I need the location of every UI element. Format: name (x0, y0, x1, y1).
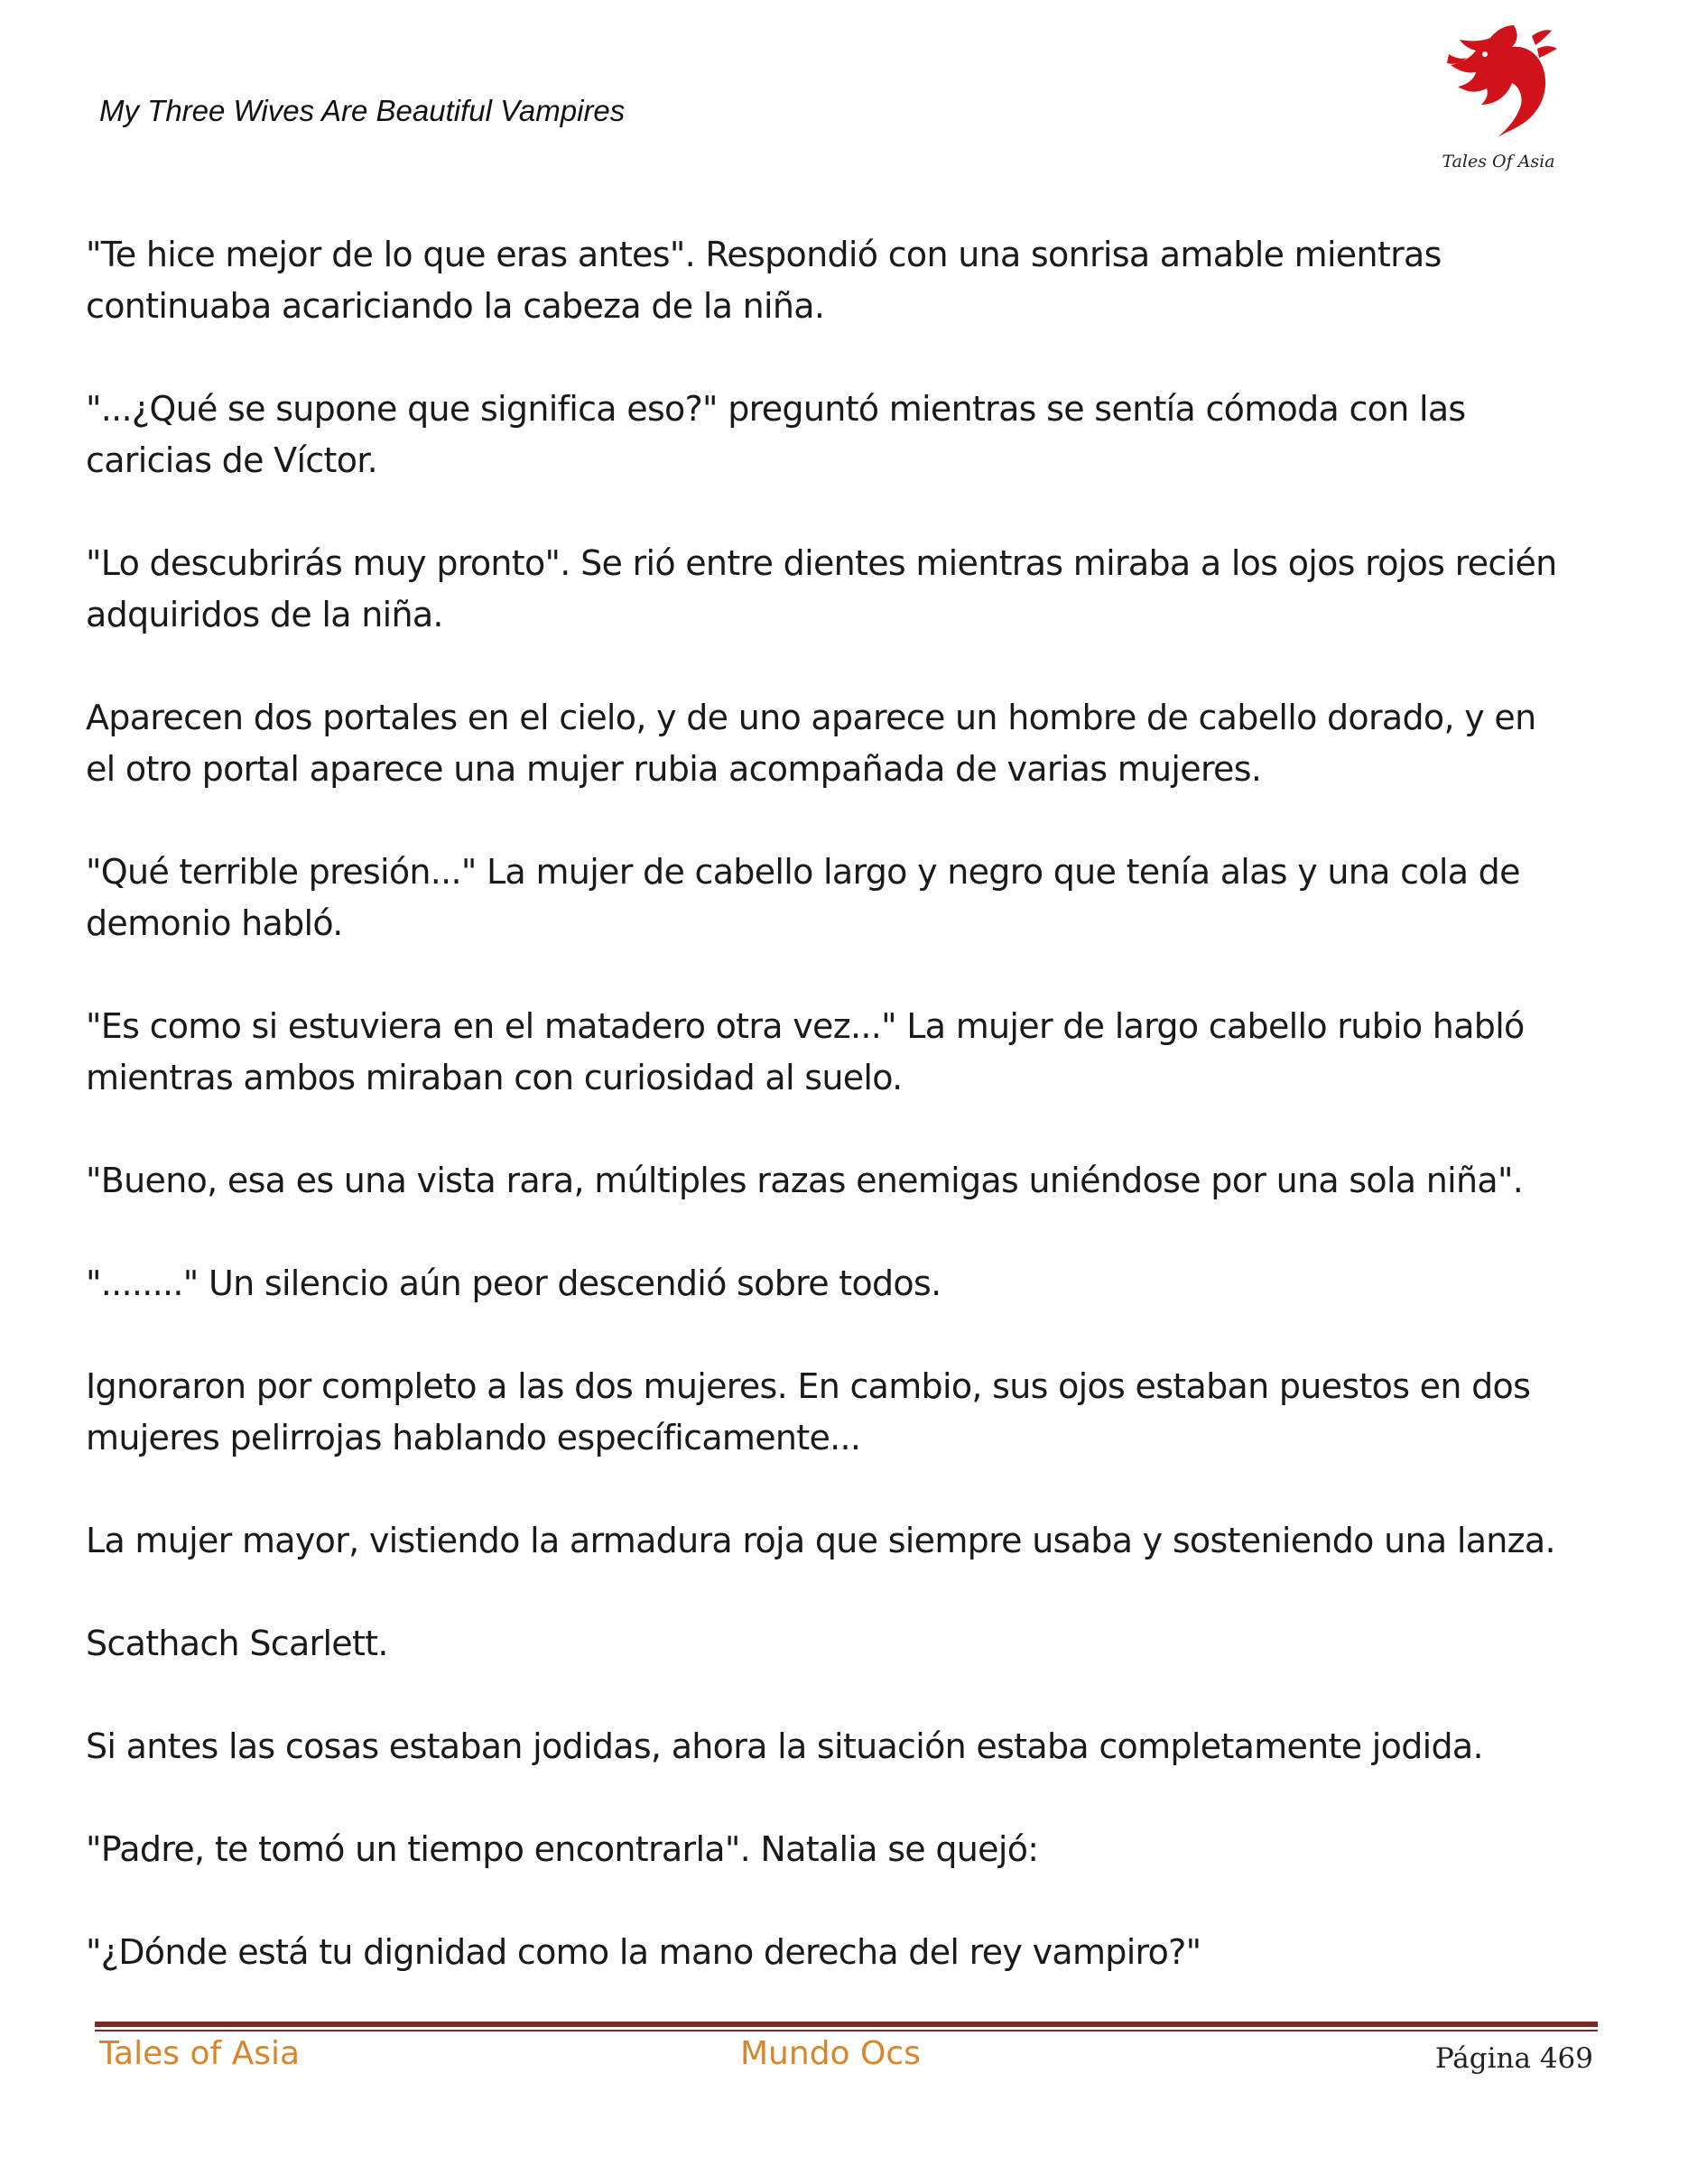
red-dragon-icon (1431, 18, 1566, 153)
paragraph: La mujer mayor, vistiendo la armadura roja que siempre usaba y sosteniendo una lanza. (86, 1521, 1555, 1560)
paragraph: "Te hice mejor de lo que eras antes". Respondió con una sonrisa amable mientras continuaba acariciando la cabeza de la niña. (86, 235, 1442, 326)
paragraph: Ignoraron por completo a las dos mujeres. En cambio, sus ojos estaban puestos en dos mujeres pelirrojas hablando específicamente... (86, 1366, 1531, 1458)
paragraph: "¿Dónde está tu dignidad como la mano derecha del rey vampiro?" (86, 1932, 1201, 1972)
paragraph: Scathach Scarlett. (86, 1624, 388, 1663)
paragraph: "Es como si estuviera en el matadero otra vez..." La mujer de largo cabello rubio habló mientras ambos miraban con curiosidad al suelo. (86, 1006, 1525, 1097)
footer-divider (95, 2022, 1598, 2031)
paragraph: "Bueno, esa es una vista rara, múltiples razas enemigas uniéndose por una sola niña". (86, 1161, 1524, 1200)
paragraph: "Padre, te tomó un tiempo encontrarla". Natalia se quejó: (86, 1829, 1039, 1869)
tales-of-asia-logo (1431, 18, 1566, 180)
page-number: Página 469 (1434, 2042, 1593, 2075)
paragraph: "...¿Qué se supone que significa eso?" preguntó mientras se sentía cómoda con las caricias de Víctor. (86, 389, 1466, 480)
paragraph: Aparecen dos portales en el cielo, y de uno aparece un hombre de cabello dorado, y en el otro portal aparece una mujer rubia acompañada de varias mujeres. (86, 698, 1536, 789)
paragraph: Si antes las cosas estaban jodidas, ahora la situación estaba completamente jodida. (86, 1726, 1483, 1766)
footer-rule-thick (95, 2022, 1598, 2027)
paragraph: "Qué terrible presión..." La mujer de cabello largo y negro que tenía alas y una cola de demonio habló. (86, 852, 1520, 943)
footer-rule-thin (95, 2030, 1598, 2031)
book-title: My Three Wives Are Beautiful Vampires (99, 94, 626, 127)
logo-caption: Tales Of Asia (1442, 152, 1555, 171)
footer-site-name: Tales of Asia (99, 2035, 301, 2072)
paragraph: "........" Un silencio aún peor descendió sobre todos. (86, 1263, 941, 1303)
chapter-body (86, 229, 1620, 2030)
footer-section-name: Mundo Ocs (740, 2035, 921, 2072)
paragraph: "Lo descubrirás muy pronto". Se rió entre dientes mientras miraba a los ojos rojos recién adquiridos de la niña. (86, 543, 1557, 634)
